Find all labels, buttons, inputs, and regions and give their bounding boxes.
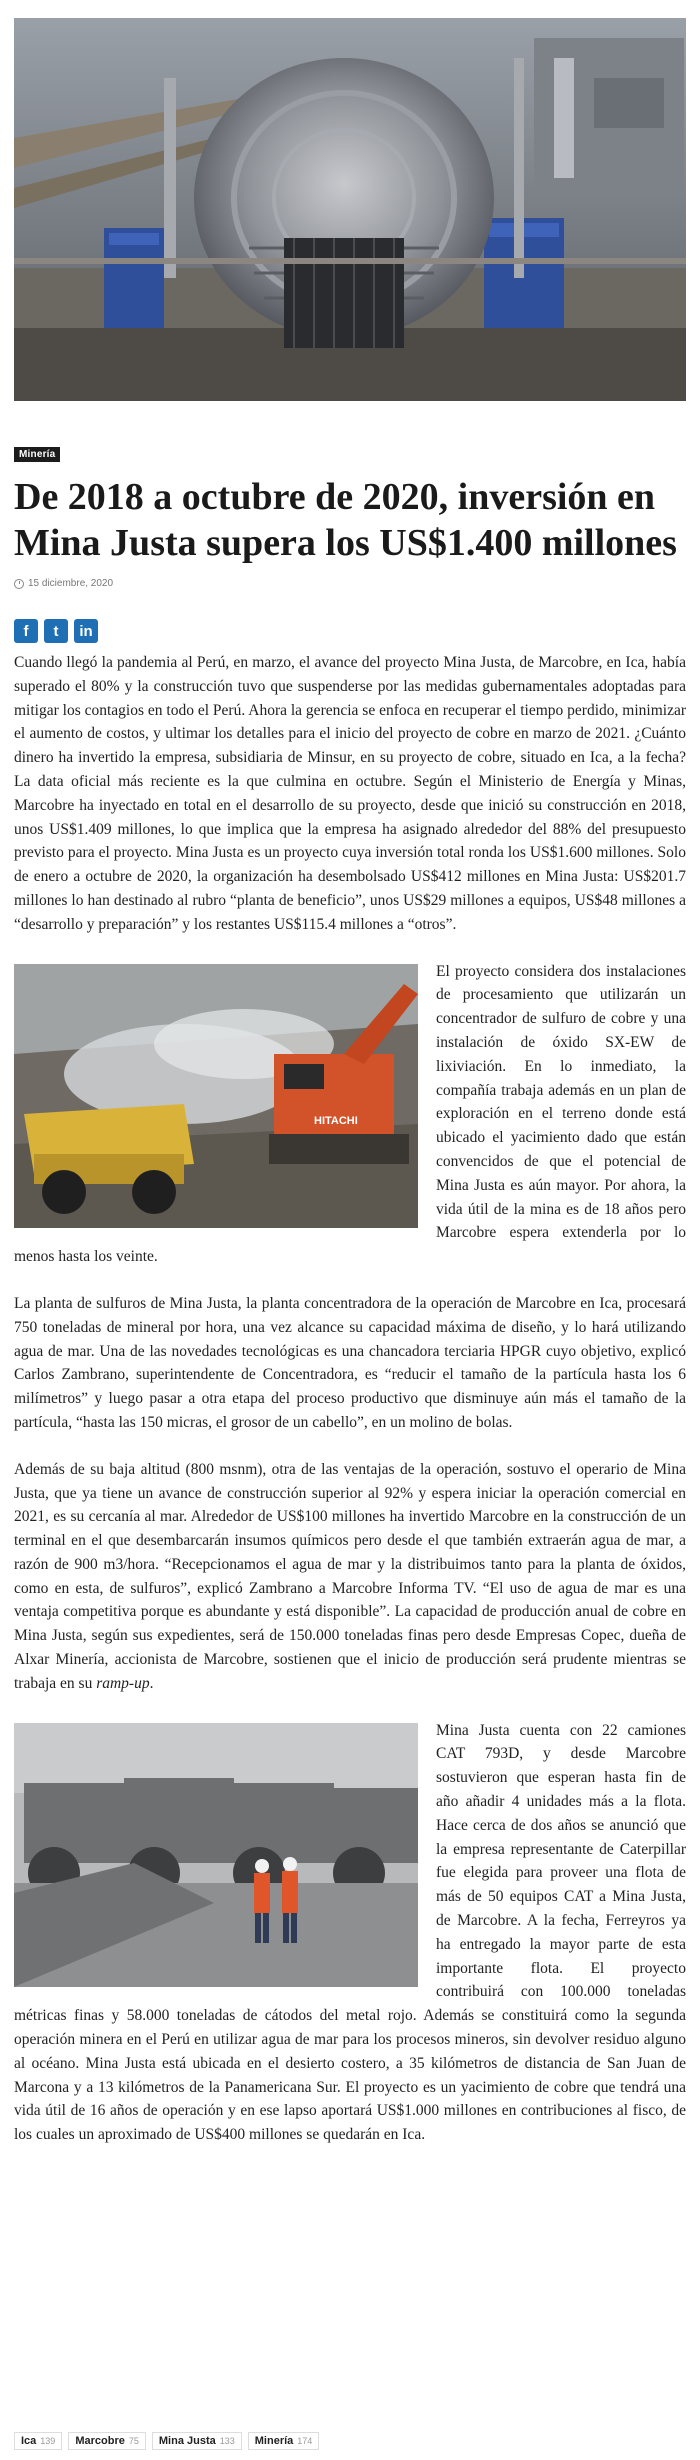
paragraph-4-text: Además de su baja altitud (800 msnm), otra de las ventajas de la operación, sostuvo el operario de Mina Justa, que ya tiene un avance de construcción superior al 92% y espera iniciar la operación comercial en 2021, es su cercanía al mar. Alrededor de US$100 millones ha invertido Marcobre en la construcción de un terminal en el que desembarcarán insumos químicos pero desde el que también extraerán agua de mar, a razón de 900 m3/hora. “Recepcionamos el agua de mar y la distribuimos tanto para la planta de óxidos, como en esta, de sulfuros”, explicó Zambrano a Marcobre Informa TV. “El uso de agua de mar es una ventaja competitiva porque es abundante y está disponible”. La capacidad de producción anual de cobre en Mina Justa, según sus expedientes, será de 150.000 toneladas finas pero desde Empresas Copec, dueña de Alxar Minería, accionista de Marcobre, sostienen que el inicio de producción será prudente mientras se trabaja en su [14, 1460, 686, 1692]
tag-label: Ica [21, 2435, 37, 2447]
truck-image [14, 964, 418, 1228]
tag-count: 75 [128, 2436, 139, 2446]
publish-date [14, 578, 686, 589]
paragraph-2: El proyecto considera dos instalaciones de procesamiento que utilizarán un concentrador de sulfuro de cobre y una instalación de óxido SX-EW de lixiviación. En lo inmediato, la compañía trabaja además en un plan de exploración en el terreno donde está ubicado el yacimiento dado que están convencidos de que el potencial de Mina Justa es aún mayor. Por ahora, la vida útil de la mina es de 18 años pero Marcobre espera extenderla por lo menos hasta los veinte. [14, 962, 686, 1266]
facebook-icon: f [23, 622, 29, 640]
linkedin-icon: in [79, 622, 93, 640]
linkedin-share-button[interactable] [74, 619, 98, 643]
facebook-share-button[interactable] [14, 619, 38, 643]
article-title: De 2018 a octubre de 2020, inversión en Mina Justa supera los US$1.400 millones [14, 476, 677, 564]
tag-label: Minería [254, 2435, 294, 2447]
hero-image [14, 18, 686, 401]
tag-count: 139 [40, 2436, 56, 2446]
paragraph-4: Además de su baja altitud (800 msnm), otra de las ventajas de la operación, sostuvo el operario de Mina Justa, que ya tiene un avance de construcción superior al 92% y espera iniciar la operación comercial en 2021, es su cercanía al mar. Alrededor de US$100 millones ha invertido Marcobre en la construcción de un terminal en el que desembarcarán insumos químicos pero desde el que también extraerán agua de mar, a razón de 900 m3/hora. “Recepcionamos el agua de mar y la distribuimos tanto para la planta de óxidos, como en esta, de sulfuros”, explicó Zambrano a Marcobre Informa TV. “El uso de agua de mar es una ventaja competitiva porque es abundante y está disponible”. La capacidad de producción anual de cobre en Mina Justa, según sus expedientes, será de 150.000 toneladas finas pero desde Empresas Copec, dueña de Alxar Minería, accionista de Marcobre, sostienen que el inicio de producción será prudente mientras se trabaja en su ramp-up. [14, 1460, 686, 1692]
tag-mina-justa[interactable] [152, 2432, 242, 2450]
fleet-image [14, 1723, 418, 1987]
paragraph-1: Cuando llegó la pandemia al Perú, en marzo, el avance del proyecto Mina Justa, de Marcobre, en Ica, había superado el 80% y la construcción tuvo que suspenderse por las medidas gubernamentales adoptadas para mitigar los contagios en todo el Perú. Ahora la gerencia se enfoca en recuperar el tiempo perdido, minimizar el aumento de costos, y ultimar los detalles para el inicio del proyecto de cobre en marzo de 2021. ¿Cuánto dinero ha invertido la empresa, subsidiaria de Minsur, en su proyecto de cobre, situado en Ica, a la fecha? La data oficial más reciente es la que culmina en octubre. Según el Ministerio de Energía y Minas, Marcobre ha inyectado en total en el desarrollo de su proyecto, desde que inició su construcción en 2018, unos US$1.409 millones, lo que implica que la empresa ha asignado alrededor del 88% del presupuesto previsto para el proyecto. Mina Justa es un proyecto cuya inversión total ronda los US$1.600 millones. Solo de enero a octubre de 2020, la organización ha desembolsado US$412 millones en Mina Justa: US$201.7 millones lo han destinado al rubro “planta de beneficio”, unos US$29 millones a equipos, US$48 millones a “desarrollo y preparación” y los restantes US$115.4 millones a “otros”. [14, 654, 686, 933]
tag-marcobre[interactable] [68, 2432, 146, 2450]
tag-mineria[interactable] [248, 2432, 320, 2450]
truck-brand-text: HITACHI [314, 1114, 358, 1127]
twitter-share-button[interactable] [44, 619, 68, 643]
paragraph-3: La planta de sulfuros de Mina Justa, la planta concentradora de la operación de Marcobre en Ica, procesará 750 toneladas de mineral por hora, una vez alcance su capacidad máxima de diseño, y lo hará utilizando agua de mar. Una de las novedades tecnológicas es una chancadora terciaria HPGR cuyo objetivo, explicó Carlos Zambrano, superintendente de Concentradora, es “reducir el tamaño de la partícula hasta los 6 milímetros” y luego pasar a otra etapa del proceso productivo que disminuye aún más el tamaño de la partícula, “hasta las 150 micras, el grosor de un cabello”, en un molino de bolas. [14, 1294, 686, 1431]
ball-mill-illustration [14, 18, 686, 401]
tag-count: 174 [297, 2436, 313, 2446]
ramp-up-term: ramp-up [96, 1674, 150, 1692]
truck-illustration [14, 964, 418, 1228]
category-badge[interactable]: Minería [14, 447, 60, 462]
fleet-illustration [14, 1723, 418, 1987]
article [14, 18, 686, 2170]
tag-list [14, 2432, 319, 2450]
paragraph-5: Mina Justa cuenta con 22 camiones CAT 793D, y desde Marcobre sostuvieron que esperan hasta fin de año añadir 4 unidades más a la flota. Hace cerca de dos años se anunció que la empresa representante de Caterpillar fue elegida para proveer una flota de más de 50 equipos CAT a Mina Justa, de Marcobre. A la fecha, Ferreyros ya ha entregado la mayor parte de esta importante flota. El proyecto contribuirá con 100.000 toneladas métricas finas y 58.000 toneladas de cátodos del metal rojo. Además se constituirá como la segunda operación minera en el Perú en utilizar agua de mar para los procesos mineros, sin devolver residuo alguno al océano. Mina Justa está ubicada en el desierto costero, a 35 kilómetros de distancia de San Juan de Marcona y a 13 kilómetros de la Panamericana Sur. El proyecto es un yacimiento de cobre que tendrá una vida útil de 16 años de operación y en ese lapso aportará US$1.000 millones en contribuciones al fisco, de los cuales un aproximado de US$400 millones se quedarán en Ica. [14, 1721, 686, 2144]
clock-icon [14, 579, 24, 589]
tag-count: 133 [219, 2436, 235, 2446]
share-bar [14, 619, 686, 643]
tag-ica[interactable] [14, 2432, 62, 2450]
tag-label: Mina Justa [158, 2435, 216, 2447]
date-text: 15 diciembre, 2020 [28, 578, 114, 589]
tag-label: Marcobre [75, 2435, 125, 2447]
article-body [14, 651, 686, 2147]
twitter-icon: t [53, 622, 59, 640]
